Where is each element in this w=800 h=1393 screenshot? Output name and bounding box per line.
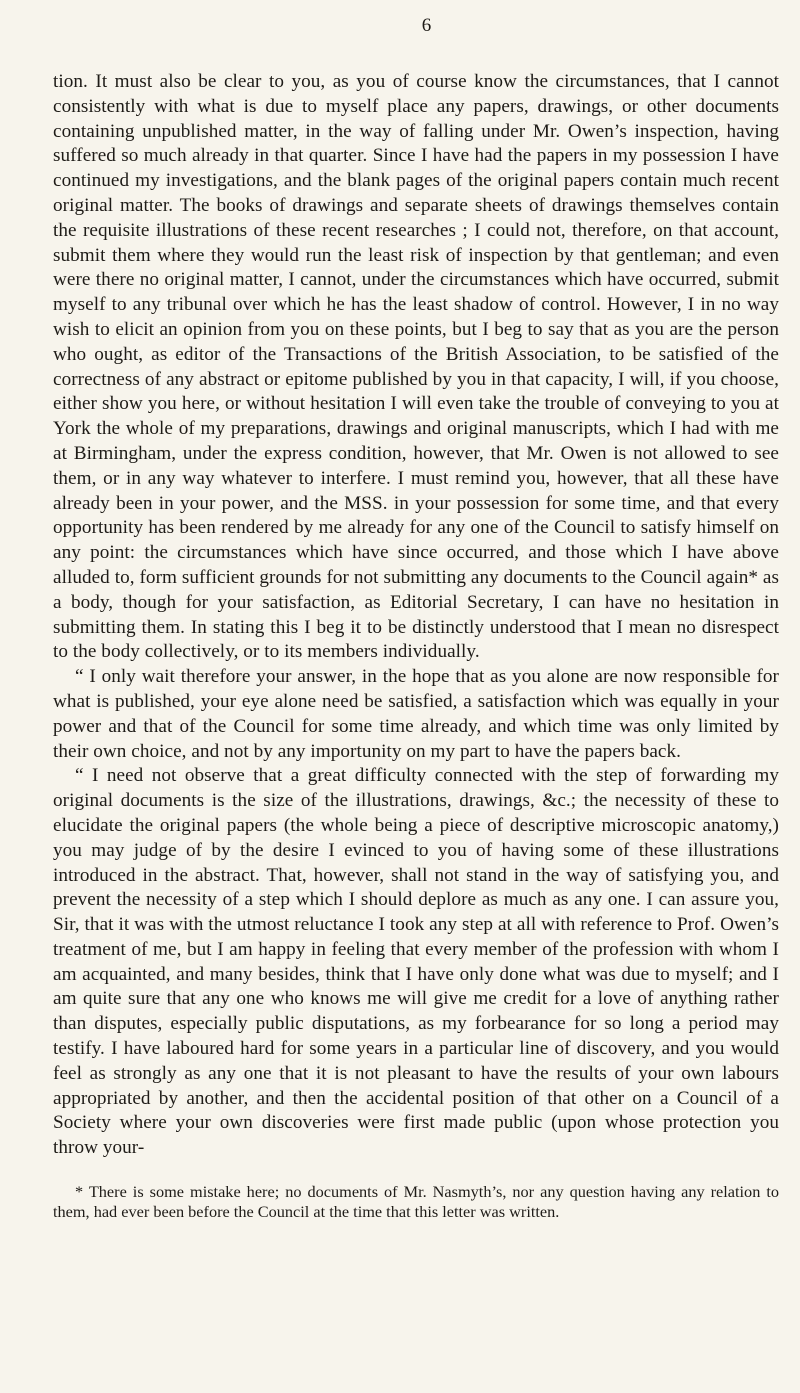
page-number: 6 xyxy=(421,15,432,36)
paragraph-2: “ I only wait therefore your answer, in the hope that as you alone are now responsible for what is published, your eye alone need be satisfied, a satisfaction which was equally in your power and that of the Council for some time already, and which time was only limited by their own choice, and not by any importunity on my part to have the papers back. xyxy=(53,666,779,762)
main-text xyxy=(53,70,779,1161)
paragraph-1: tion. It must also be clear to you, as you of course know the circumstances, that I cannot consistently with what is due to myself place any papers, drawings, or other documents containing unpublished matter, in the way of falling under Mr. Owen’s inspection, having suffered so much already in that quarter. Since I have had the papers in my possession I have continued my investigations, and the blank pages of the original papers contain much recent original matter. The books of drawings and separate sheets of drawings themselves contain the requisite illustrations of these recent researches ; I could not, therefore, on that account, submit them where they would run the least risk of inspection by that gentleman; and even were there no original matter, I cannot, under the circumstances which have occurred, submit myself to any tribunal over which he has the least shadow of control. However, I in no way wish to elicit an opinion from you on these points, but I beg to say that as you are the person who ought, as editor of the Transactions of the British Association, to be satisfied of the correctness of any abstract or epitome published by you in that capacity, I will, if you choose, either show you here, or without hesitation I will even take the trouble of conveying to you at York the whole of my preparations, drawings and original manuscripts, which I had with me at Birmingham, under the express condition, however, that Mr. Owen is not allowed to see them, or in any way whatever to interfere. I must remind you, however, that all these have already been in your power, and the MSS. in your possession for some time, and that every opportunity has been rendered by me already for any one of the Council to satisfy himself on any point: the circumstances which have since occurred, and those which I have above alluded to, form sufficient grounds for not submitting any documents to the Council again* as a body, though for your satisfaction, as Editorial Secretary, I can have no hesitation in submitting them. In stating this I beg it to be distinctly understood that I mean no disrespect to the body collectively, or to its members individually. xyxy=(53,71,779,663)
paragraph-3: “ I need not observe that a great difficulty connected with the step of forwarding my original documents is the size of the illustrations, drawings, &c.; the necessity of these to elucidate the original papers (the whole being a piece of descriptive microscopic anatomy,) you may judge of by the desire I evinced to you of having some of these illustrations introduced in the abstract. That, however, shall not stand in the way of satisfying you, and prevent the necessity of a step which I should deplore as much as any one. I can assure you, Sir, that it was with the utmost reluctance I took any step at all with reference to Prof. Owen’s treatment of me, but I am happy in feeling that every member of the profession with whom I am acquainted, and many besides, think that I have only done what was due to myself; and I am quite sure that any one who knows me will give me credit for a love of anything rather than disputes, especially public disputations, as my forbearance for so long a period may testify. I have laboured hard for some years in a particular line of discovery, and you would feel as strongly as any one that it is not pleasant to have the results of your own labours appropriated by another, and then the accidental position of that other on a Council of a Society where your own discoveries were first made public (upon whose protection you throw your- xyxy=(53,765,779,1159)
footnote: * There is some mistake here; no documents of Mr. Nasmyth’s, nor any question having any relation to them, had ever been before the Council at the time that this letter was written. xyxy=(53,1182,779,1222)
